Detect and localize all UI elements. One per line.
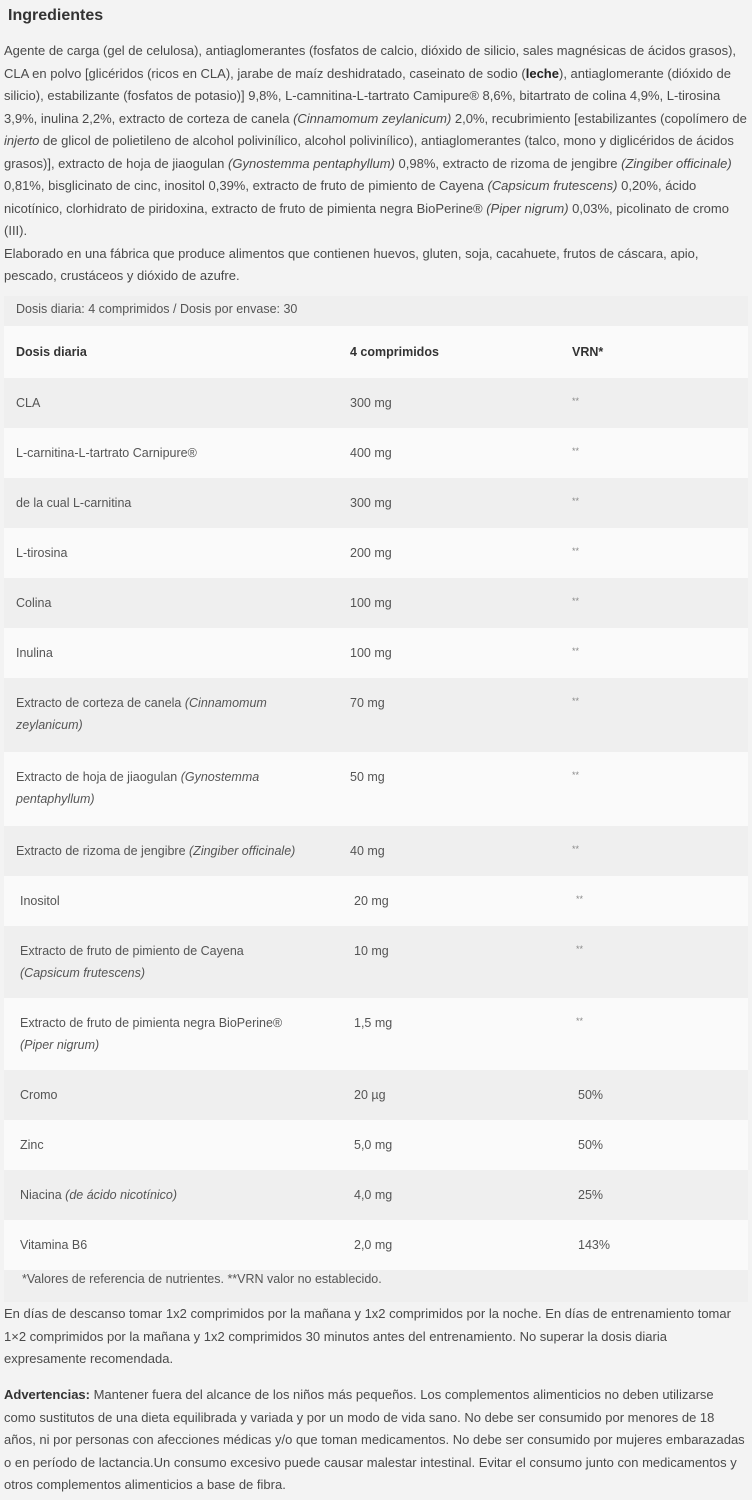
warnings-section	[4, 1384, 748, 1497]
nutrient-amount: 300 mg	[350, 396, 392, 410]
nutrient-latin-name: (Gynostemma pentaphyllum)	[16, 770, 260, 806]
table-row	[4, 998, 748, 1070]
nutrient-amount: 4,0 mg	[354, 1188, 393, 1202]
nutrient-latin-name: (Zingiber officinale)	[189, 844, 296, 858]
nutrient-amount: 300 mg	[350, 496, 392, 510]
nutrient-latin-name: (Piper nigrum)	[20, 1038, 100, 1052]
nutrient-vrn: **	[572, 446, 580, 456]
nutrient-amount: 2,0 mg	[354, 1238, 393, 1252]
nutrient-vrn: 143%	[578, 1238, 610, 1252]
table-row	[4, 1120, 748, 1170]
nutrient-vrn: **	[576, 894, 584, 904]
table-row	[4, 1220, 748, 1270]
nutrient-name: Zinc	[20, 1138, 44, 1152]
nutrient-vrn: 50%	[578, 1088, 604, 1102]
nutrient-name: Extracto de rizoma de jengibre (Zingiber officinale)	[16, 844, 296, 858]
nutrient-vrn: **	[576, 1016, 584, 1026]
nutrient-vrn: **	[572, 396, 580, 406]
usage-instructions: En días de descanso tomar 1x2 comprimidos por la mañana y 1x2 comprimidos por la noche. En días de entrenamiento tomar 1×2 comprimidos por la mañana y 1x2 comprimidos 30 minutos antes del entrenamiento. No superar la dosis diaria expresamente recomendada.	[4, 1306, 731, 1366]
dose-summary: Dosis diaria: 4 comprimidos / Dosis por envase: 30	[16, 302, 298, 316]
table-header-cell: Dosis diaria	[16, 345, 87, 359]
warnings-label: Advertencias:	[4, 1387, 90, 1402]
table-row	[4, 678, 748, 752]
nutrient-name: Inulina	[16, 646, 53, 660]
nutrient-amount: 10 mg	[354, 944, 389, 958]
table-header-cell: VRN*	[572, 345, 604, 359]
nutrient-vrn: **	[572, 546, 580, 556]
nutrition-table	[4, 296, 748, 1302]
nutrient-vrn: **	[572, 696, 580, 706]
nutrient-name: Extracto de fruto de pimienta negra BioPerine® (Piper nigrum)	[20, 1016, 283, 1052]
table-header-cell: 4 comprimidos	[350, 345, 439, 359]
nutrient-name: Vitamina B6	[20, 1238, 88, 1252]
nutrient-vrn: 50%	[578, 1138, 604, 1152]
nutrient-name: Extracto de corteza de canela (Cinnamomum zeylanicum)	[16, 696, 267, 732]
table-row	[4, 578, 748, 628]
nutrient-amount: 20 mg	[354, 894, 389, 908]
nutrient-amount: 1,5 mg	[354, 1016, 393, 1030]
table-row	[4, 428, 748, 478]
nutrient-amount: 70 mg	[350, 696, 385, 710]
nutrient-name: CLA	[16, 396, 41, 410]
nutrient-name: L-tirosina	[16, 546, 68, 560]
table-row	[4, 628, 748, 678]
warnings-text: Mantener fuera del alcance de los niños más pequeños. Los complementos alimenticios no deben utilizarse como sustitutos de una dieta equilibrada y variada y por un modo de vida sano. No debe ser consumido por menores de 18 años, ni por personas con afecciones médicas y/o que toman medicamentos. No debe ser consumido por mujeres embarazadas o en período de lactancia.Un consumo excesivo puede causar malestar intestinal. Evitar el consumo junto con medicamentos y otros complementos alimenticios a base de fibra.	[4, 1387, 745, 1492]
table-row	[4, 752, 748, 826]
nutrient-amount: 100 mg	[350, 646, 392, 660]
nutrient-name: Inositol	[20, 894, 60, 908]
table-row	[4, 378, 748, 428]
table-row	[4, 876, 748, 926]
nutrient-name: Colina	[16, 596, 52, 610]
nutrient-amount: 200 mg	[350, 546, 392, 560]
table-row	[4, 1070, 748, 1120]
table-row	[4, 478, 748, 528]
nutrient-amount: 5,0 mg	[354, 1138, 393, 1152]
nutrient-name: de la cual L-carnitina	[16, 496, 132, 510]
nutrient-vrn: **	[572, 596, 580, 606]
nutrient-name: Cromo	[20, 1088, 58, 1102]
nutrient-amount: 40 mg	[350, 844, 385, 858]
table-row	[4, 926, 748, 998]
nutrient-amount: 400 mg	[350, 446, 392, 460]
nutrient-vrn: 25%	[578, 1188, 604, 1202]
nutrient-name: Extracto de fruto de pimiento de Cayena (Capsicum frutescens)	[20, 944, 244, 980]
ingredients-title: Ingredientes	[8, 7, 104, 24]
ingredients-section	[0, 30, 752, 288]
nutrient-latin-name: (Cinnamomum zeylanicum)	[16, 696, 267, 732]
table-header-row	[4, 326, 748, 378]
nutrient-amount: 50 mg	[350, 770, 385, 784]
nutrient-vrn: **	[572, 844, 580, 854]
nutrient-name: L-carnitina-L-tartrato Carnipure®	[16, 446, 197, 460]
nutrient-latin-name: (Capsicum frutescens)	[20, 966, 146, 980]
nutrient-latin-name: (de ácido nicotínico)	[65, 1188, 178, 1202]
nutrient-vrn: **	[572, 496, 580, 506]
table-row	[4, 528, 748, 578]
nutrient-name: Extracto de hoja de jiaogulan (Gynostemma pentaphyllum)	[16, 770, 260, 806]
nutrient-name: Niacina (de ácido nicotínico)	[20, 1188, 178, 1202]
nutrient-amount: 100 mg	[350, 596, 392, 610]
nutrient-vrn: **	[572, 770, 580, 780]
table-row	[4, 1170, 748, 1220]
ingredients-text: Agente de carga (gel de celulosa), antiaglomerantes (fosfatos de calcio, dióxido de silicio, sales magnésicas de ácidos grasos), CLA en polvo [glicéridos (ricos en CLA), jarabe de maíz deshidratado, caseinato de sodio (leche), antiaglomerante (dióxido de silicio), estabilizante (fosfatos de potasio)] 9,8%, L-camnitina-L-tartrato Camipure® 8,6%, bitartrato de colina 4,9%, L-tirosina 3,9%, inulina 2,2%, extracto de corteza de canela (Cinnamomum zeylanicum) 2,0%, recubrimiento [estabilizantes (copolímero de injerto de glicol de polietileno de alcohol polivinílico, alcohol polivinílico), antiaglomerantes (talco, mono y diglicéridos de ácidos grasos)], extracto de hoja de jiaogulan (Gynostemma pentaphyllum) 0,98%, extracto de rizoma de jengibre (Zingiber officinale) 0,81%, bisglicinato de cinc, inositol 0,39%, extracto de fruto de pimiento de Cayena (Capsicum frutescens) 0,20%, ácido nicotínico, clorhidrato de piridoxina, extracto de fruto de pimienta negra BioPerine® (Piper nigrum) 0,03%, picolinato de cromo (III).	[4, 43, 747, 238]
allergen-notice: Elaborado en una fábrica que produce alimentos que contienen huevos, gluten, soja, cacahuete, frutos de cáscara, apio, pescado, crustáceos y dióxido de azufre.	[4, 245, 699, 283]
table-row	[4, 826, 748, 876]
nutrient-vrn: **	[572, 646, 580, 656]
nutrient-vrn: **	[576, 944, 584, 954]
table-footnote: *Valores de referencia de nutrientes. **VRN valor no establecido.	[22, 1272, 382, 1286]
nutrient-amount: 20 µg	[354, 1088, 386, 1102]
